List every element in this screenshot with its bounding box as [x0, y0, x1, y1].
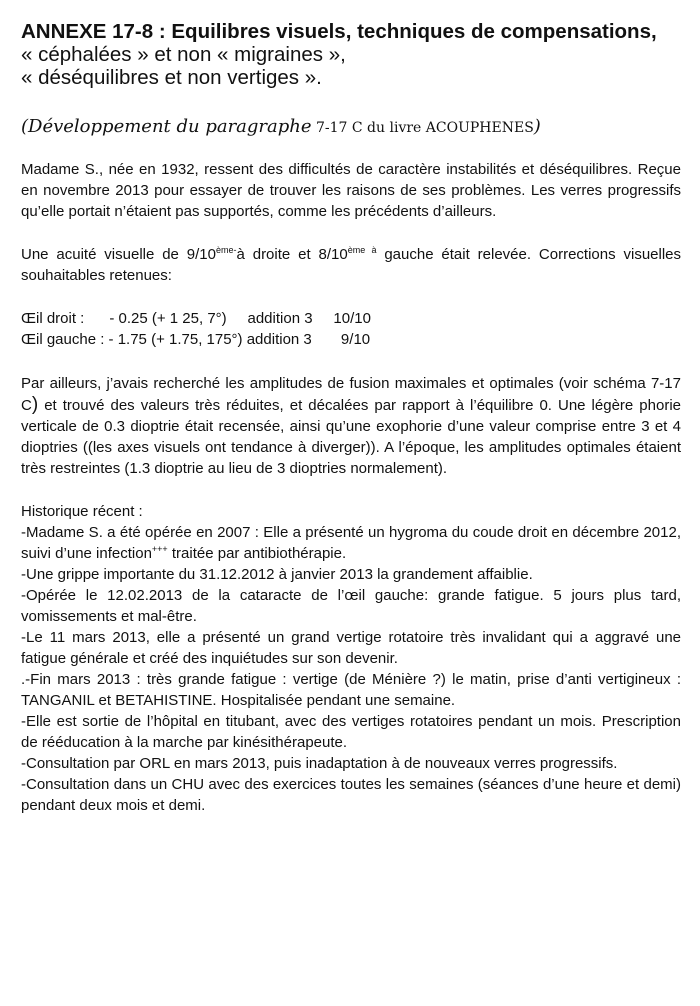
acuity-text-c: gauche était relevée. Corrections visuelles souhaitables retenues:: [21, 246, 682, 284]
history-item-1-sup: +++: [151, 544, 168, 554]
history-item: -Consultation par ORL en mars 2013, puis inadaptation à de nouveaux verres progressifs.: [21, 755, 618, 772]
paragraph-intro: Madame S., née en 1932, ressent des difficultés de caractère instabilités et déséquilibres. Reçue en novembre 2013 pour essayer de trouver les raisons de ses problèmes. Les verres progressifs qu’elle portait n’étaient pas supportés, comme les précédents d’ailleurs.: [21, 161, 681, 220]
development-prefix: (Développement du paragraphe: [21, 116, 312, 137]
history-item-1-end: traitée par antibiothérapie.: [167, 545, 347, 562]
subtitle-line-cephalees: « céphalées » et non « migraines »,: [21, 43, 346, 66]
acuity-sup-2: ème à: [347, 245, 377, 255]
paragraph-acuity: [21, 244, 681, 286]
development-note: [21, 115, 681, 140]
history-item: -Une grippe importante du 31.12.2012 à janvier 2013 la grandement affaiblie.: [21, 566, 533, 583]
development-suffix: ): [533, 116, 541, 137]
eye-left-row: Œil gauche : - 1.75 (+ 1.75, 175°) addition 3 9/10: [21, 331, 371, 348]
history-item: [21, 522, 681, 564]
annex-heading: ANNEXE 17-8 : Equilibres visuels, techniques de compensations,: [21, 20, 657, 43]
history-item: .-Fin mars 2013 : très grande fatigue : vertige (de Ménière ?) le matin, prise d’anti vertigineux : TANGANIL et BETAHISTINE. Hospitalisée pendant une semaine.: [21, 671, 681, 709]
history-title: Historique récent :: [21, 503, 143, 520]
history-item-1-text: -Madame S. a été opérée en 2007 : Elle a présenté un hygroma du coude droit en décembre 2012, suivi d’une infection: [21, 524, 681, 562]
fusion-text-a: Par ailleurs, j’avais recherché les amplitudes de fusion maximales et optimales (voir schéma 7-17 C: [21, 375, 681, 414]
fusion-text-b: et trouvé des valeurs très réduites, et décalées par rapport à l’équilibre 0. Une légère phorie verticale de 0.3 dioptrie était recensée, ainsi qu’une exophorie d’une valeur comprise entre 3 et 4 dioptries ((les axes visuels ont tendance à diverger)). A l’époque, les amplitudes optimales étaient très restreintes (1.3 dioptrie au lieu de 3 dioptries normalement).: [21, 397, 681, 477]
document-page: [21, 20, 681, 816]
eye-right-row: Œil droit : - 0.25 (+ 1 25, 7°) addition 3 10/10: [21, 310, 371, 327]
annex-subtitle: [21, 43, 681, 89]
eye-corrections: [21, 308, 681, 350]
development-ref: 7-17 C du livre ACOUPHENES: [311, 120, 534, 136]
history-item: -Consultation dans un CHU avec des exercices toutes les semaines (séances d’une heure et demi) pendant deux mois et demi.: [21, 776, 681, 814]
history-item: -Opérée le 12.02.2013 de la cataracte de l’œil gauche: grande fatigue. 5 jours plus tard, vomissements et mal-être.: [21, 587, 681, 625]
acuity-text-a: Une acuité visuelle de 9/10: [21, 246, 216, 263]
paragraph-fusion: [21, 373, 681, 479]
subtitle-line-desequilibres: « déséquilibres et non vertiges ».: [21, 66, 322, 89]
acuity-sup-1: ème-: [215, 245, 237, 255]
history-item: -Elle est sortie de l’hôpital en titubant, avec des vertiges rotatoires pendant un mois. Prescription de rééducation à la marche par kinésithérapeute.: [21, 713, 681, 751]
fusion-paren: ): [31, 394, 39, 415]
history-item: -Le 11 mars 2013, elle a présenté un grand vertige rotatoire très invalidant qui a aggravé une fatigue générale et créé des inquiétudes sur son devenir.: [21, 629, 681, 667]
acuity-text-b: à droite et 8/10: [236, 246, 348, 263]
